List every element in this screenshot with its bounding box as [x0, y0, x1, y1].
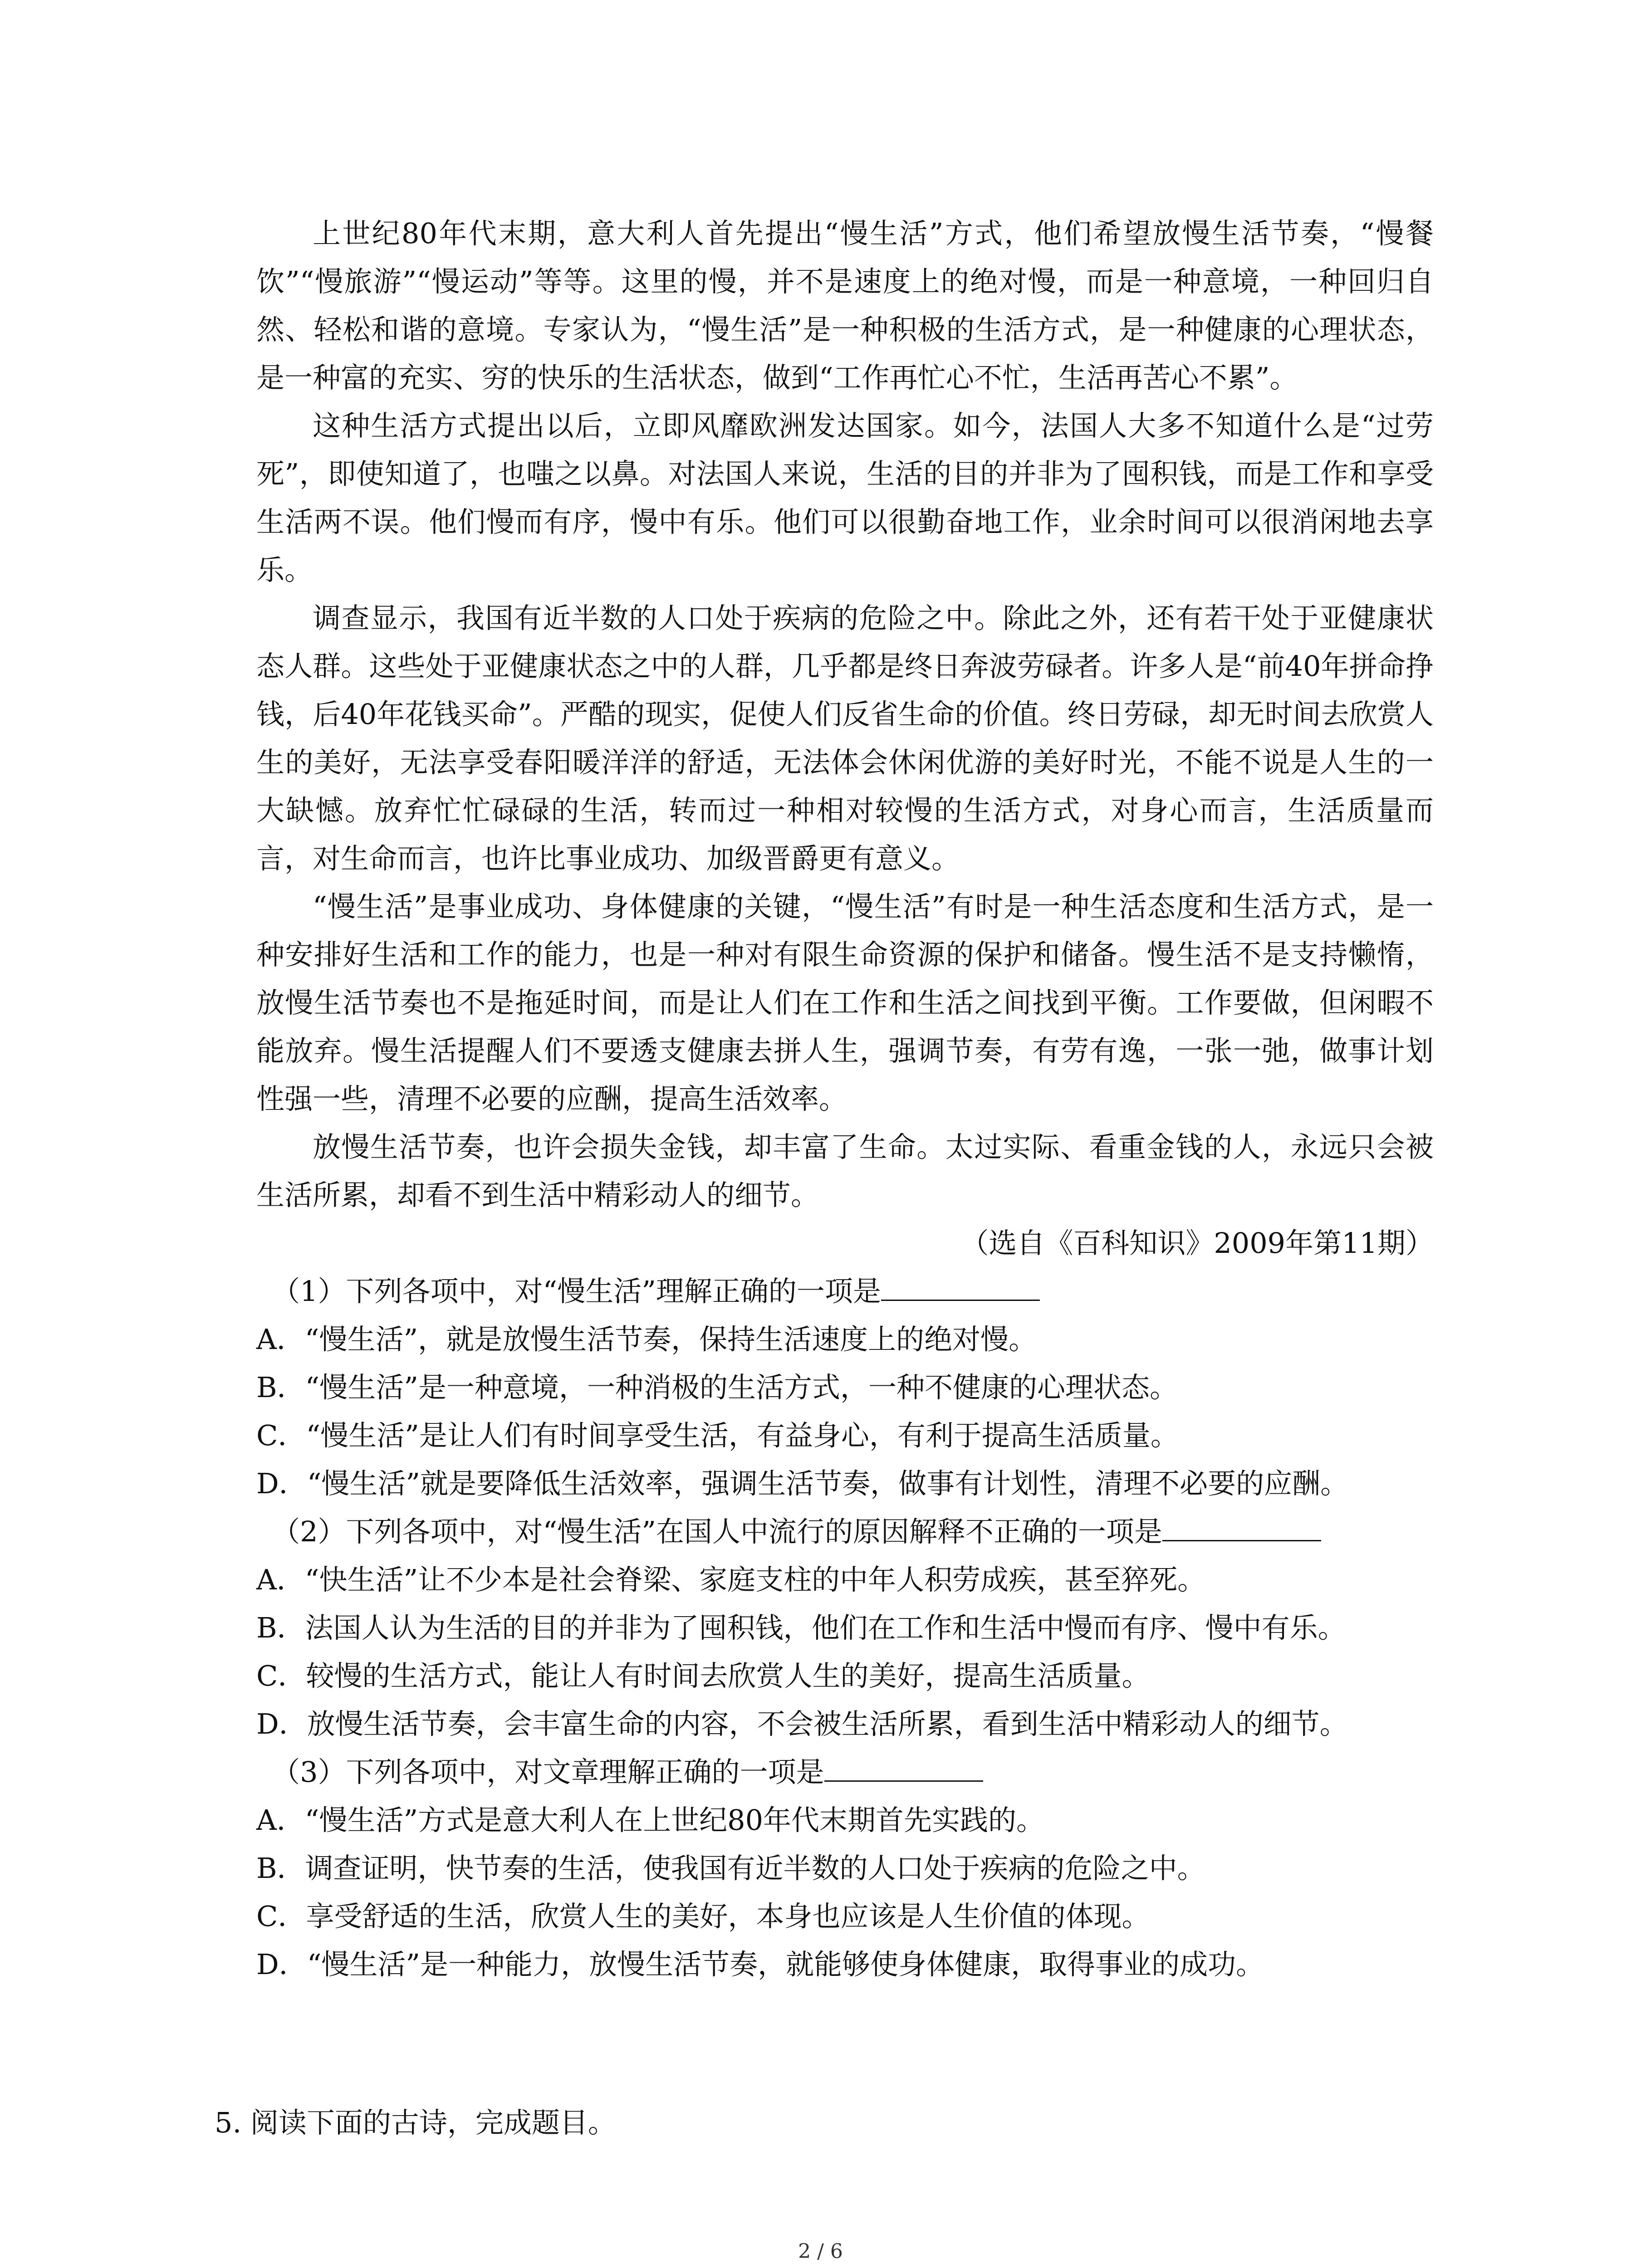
passage-paragraph-1: 上世纪80年代末期，意大利人首先提出“慢生活”方式，他们希望放慢生活节奏，“慢餐饮”“慢旅游”“慢运动”等等。这里的慢，并不是速度上的绝对慢，而是一种意境，一种回归自然、轻松和谐的意境。专家认为，“慢生活”是一种积极的生活方式，是一种健康的心理状态，是一种富的充实、穷的快乐的生活状态，做到“工作再忙心不忙，生活再苦心不累”。 [256, 217, 1434, 394]
question-3-option-b: B．调查证明，快节奏的生活，使我国有近半数的人口处于疾病的危险之中。 [256, 1852, 1205, 1885]
question-3-option-a: A．“慢生活”方式是意大利人在上世纪80年代末期首先实践的。 [256, 1804, 1045, 1837]
passage-paragraph-3: 调查显示，我国有近半数的人口处于疾病的危险之中。除此之外，还有若干处于亚健康状态人群。这些处于亚健康状态之中的人群，几乎都是终日奔波劳碌者。许多人是“前40年拼命挣钱，后40年花钱买命”。严酷的现实，促使人们反省生命的价值。终日劳碌，却无时间去欣赏人生的美好，无法享受春阳暖洋洋的舒适，无法体会休闲优游的美好时光，不能不说是人生的一大缺憾。放弃忙忙碌碌的生活，转而过一种相对较慢的生活方式，对身心而言，生活质量而言，对生命而言，也许比事业成功、加级晋爵更有意义。 [256, 601, 1434, 875]
question-2-option-a: A．“快生活”让不少本是社会脊梁、家庭支柱的中年人积劳成疾，甚至猝死。 [256, 1563, 1206, 1596]
question-1-stem: （1）下列各项中，对“慢生活”理解正确的一项是 [272, 1275, 881, 1308]
question-1-option-d: D．“慢生活”就是要降低生活效率，强调生活节奏，做事有计划性，清理不必要的应酬。 [256, 1467, 1349, 1500]
answer-blank-1 [881, 1268, 1040, 1301]
answer-blank-2 [1162, 1508, 1321, 1541]
question-2 [256, 1508, 1434, 1748]
question-3-option-c: C．享受舒适的生活，欣赏人生的美好，本身也应该是人生价值的体现。 [256, 1900, 1150, 1933]
question-3-option-d: D．“慢生活”是一种能力，放慢生活节奏，就能够使身体健康，取得事业的成功。 [256, 1948, 1264, 1981]
passage-paragraph-5: 放慢生活节奏，也许会损失金钱，却丰富了生命。太过实际、看重金钱的人，永远只会被生活所累，却看不到生活中精彩动人的细节。 [256, 1130, 1434, 1212]
question-2-option-b: B．法国人认为生活的目的并非为了囤积钱，他们在工作和生活中慢而有序、慢中有乐。 [256, 1611, 1346, 1644]
page-number: 2 / 6 [798, 2240, 843, 2263]
question-2-option-d: D．放慢生活节奏，会丰富生命的内容，不会被生活所累，看到生活中精彩动人的细节。 [256, 1707, 1348, 1740]
passage-paragraph-4: “慢生活”是事业成功、身体健康的关键，“慢生活”有时是一种生活态度和生活方式，是一种安排好生活和工作的能力，也是一种对有限生命资源的保护和储备。慢生活不是支持懒惰，放慢生活节奏也不是拖延时间，而是让人们在工作和生活之间找到平衡。工作要做，但闲暇不能放弃。慢生活提醒人们不要透支健康去拼人生，强调节奏，有劳有逸，一张一弛，做事计划性强一些，清理不必要的应酬，提高生活效率。 [256, 890, 1434, 1115]
question-1 [256, 1267, 1434, 1508]
answer-blank-3 [824, 1749, 983, 1782]
question-3 [256, 1748, 1434, 1989]
question-2-stem: （2）下列各项中，对“慢生活”在国人中流行的原因解释不正确的一项是 [272, 1515, 1162, 1548]
question-1-option-a: A．“慢生活”，就是放慢生活节奏，保持生活速度上的绝对慢。 [256, 1323, 1037, 1356]
question-1-option-c: C．“慢生活”是让人们有时间享受生活，有益身心，有利于提高生活质量。 [256, 1419, 1179, 1452]
reading-passage [256, 210, 1434, 1989]
question-3-stem: （3）下列各项中，对文章理解正确的一项是 [272, 1755, 824, 1789]
question-5-heading: 5. 阅读下面的古诗，完成题目。 [215, 2106, 616, 2139]
question-2-option-c: C．较慢的生活方式，能让人有时间去欣赏人生的美好，提高生活质量。 [256, 1659, 1150, 1692]
passage-source: （选自《百科知识》2009年第11期） [960, 1227, 1434, 1260]
question-1-option-b: B．“慢生活”是一种意境，一种消极的生活方式，一种不健康的心理状态。 [256, 1371, 1178, 1404]
passage-paragraph-2: 这种生活方式提出以后，立即风靡欧洲发达国家。如今，法国人大多不知道什么是“过劳死”，即使知道了，也嗤之以鼻。对法国人来说，生活的目的并非为了囤积钱，而是工作和享受生活两不误。他们慢而有序，慢中有乐。他们可以很勤奋地工作，业余时间可以很消闲地去享乐。 [256, 409, 1434, 587]
